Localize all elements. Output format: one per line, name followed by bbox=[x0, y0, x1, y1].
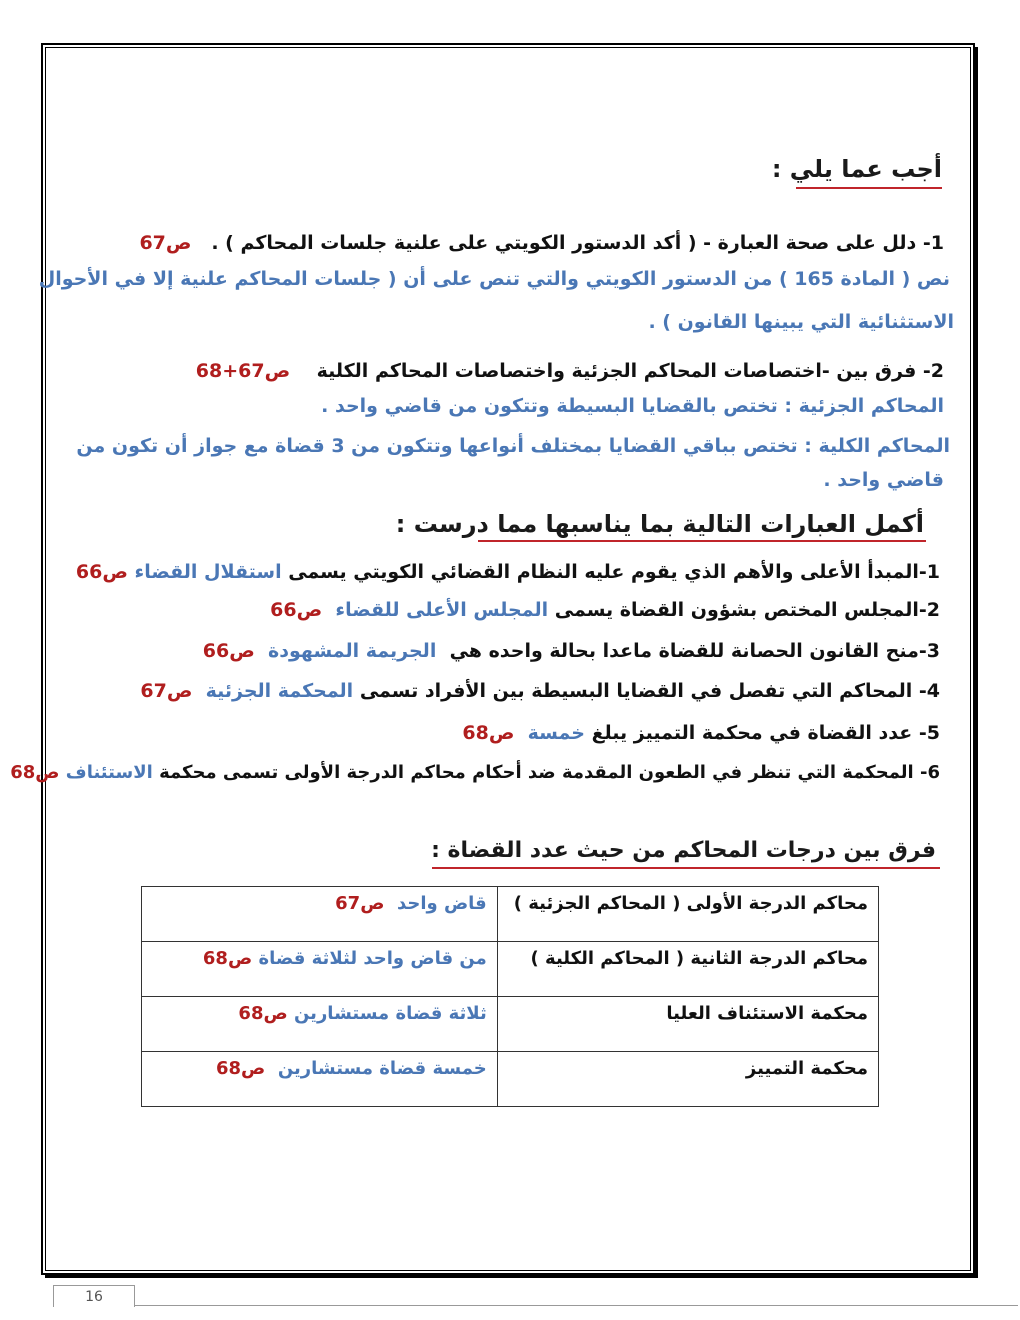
q2-answer-total-line1: المحاكم الكلية : تختص بباقي القضايا بمختلف أنواعها وتتكون من 3 قضاة مع جواز أن تكون من bbox=[76, 435, 950, 457]
q1-answer-line1: نص ( المادة 165 ) من الدستور الكويتي والتي تنص على أن ( جلسات المحاكم علنية إلا في الأحوال bbox=[38, 268, 950, 290]
q1-prompt: 1- دلل على صحة العبارة - ( أكد الدستور الكويتي على علنية جلسات المحاكم ) . bbox=[211, 232, 944, 254]
fill-item-2-text: 2-المجلس المختص بشؤون القضاة يسمى bbox=[554, 599, 940, 621]
section1-title: أجب عما يلي : bbox=[771, 155, 942, 183]
q1-line bbox=[139, 232, 944, 254]
section2-title-underline bbox=[478, 540, 926, 542]
court-cell: محاكم الدرجة الثانية ( المحاكم الكلية ) bbox=[497, 942, 878, 997]
fill-item-4-text: 4- المحاكم التي تفصل في القضايا البسيطة بين الأفراد تسمى bbox=[359, 680, 940, 702]
fill-item-5 bbox=[462, 722, 940, 744]
fill-item-3-answer: الجريمة المشهودة bbox=[268, 640, 437, 662]
fill-item-6-text: 6- المحكمة التي تنظر في الطعون المقدمة ضد أحكام محاكم الدرجة الأولى تسمى محكمة bbox=[159, 762, 940, 783]
footer-rule bbox=[135, 1305, 1018, 1306]
fill-item-3 bbox=[203, 640, 940, 662]
q2-line bbox=[196, 360, 944, 382]
fill-item-3-text: 3-منح القانون الحصانة للقضاة ماعدا بحالة واحده هي bbox=[449, 640, 940, 662]
judges-count: ثلاثة قضاة مستشارين bbox=[293, 1003, 487, 1024]
fill-item-1-answer: استقلال القضاء bbox=[134, 561, 282, 583]
fill-item-6-answer: الاستئناف bbox=[65, 762, 153, 783]
judges-cell bbox=[142, 1052, 498, 1107]
judges-cell bbox=[142, 942, 498, 997]
fill-item-1 bbox=[76, 561, 940, 583]
judges-ref: ص67 bbox=[335, 893, 385, 914]
page-border-shadow-right bbox=[975, 47, 978, 1278]
fill-item-5-text: 5- عدد القضاة في محكمة التمييز يبلغ bbox=[591, 722, 940, 744]
judges-cell bbox=[142, 997, 498, 1052]
table-row bbox=[142, 997, 879, 1052]
table-row bbox=[142, 942, 879, 997]
judges-cell bbox=[142, 887, 498, 942]
fill-item-4-answer: المحكمة الجزئية bbox=[205, 680, 354, 702]
court-cell: محاكم الدرجة الأولى ( المحاكم الجزئية ) bbox=[497, 887, 878, 942]
q1-ref: ص67 bbox=[139, 232, 192, 254]
fill-item-1-ref: ص66 bbox=[75, 561, 128, 583]
fill-item-3-ref: ص66 bbox=[202, 640, 255, 662]
court-cell: محكمة التمييز bbox=[497, 1052, 878, 1107]
judges-count: من قاض واحد لثلاثة قضاة bbox=[258, 948, 487, 969]
table-row bbox=[142, 887, 879, 942]
fill-item-5-answer: خمسة bbox=[527, 722, 585, 744]
fill-item-2 bbox=[270, 599, 940, 621]
fill-item-6 bbox=[10, 762, 940, 783]
section3-title: فرق بين درجات المحاكم من حيث عدد القضاة : bbox=[431, 838, 936, 863]
section1-title-underline bbox=[796, 187, 942, 189]
fill-item-6-ref: ص68 bbox=[10, 762, 60, 783]
fill-item-1-text: 1-المبدأ الأعلى والأهم الذي يقوم عليه النظام القضائي الكويتي يسمى bbox=[288, 561, 940, 583]
q2-ref: ص67+68 bbox=[195, 360, 291, 382]
page-number: 16 bbox=[53, 1285, 135, 1307]
page-border-shadow-bottom bbox=[45, 1275, 978, 1278]
fill-item-4-ref: ص67 bbox=[140, 680, 193, 702]
judges-ref: ص68 bbox=[215, 1058, 266, 1079]
q2-answer-total-line2: قاضي واحد . bbox=[823, 469, 944, 491]
q2-answer-partial: المحاكم الجزئية : تختص بالقضايا البسيطة وتتكون من قاضي واحد . bbox=[321, 395, 944, 417]
court-cell: محكمة الاستئناف العليا bbox=[497, 997, 878, 1052]
table-row bbox=[142, 1052, 879, 1107]
judges-count: قاض واحد bbox=[396, 893, 487, 914]
judges-count: خمسة قضاة مستشارين bbox=[277, 1058, 487, 1079]
fill-item-5-ref: ص68 bbox=[462, 722, 515, 744]
section3-title-underline bbox=[432, 867, 940, 869]
court-grades-table bbox=[141, 886, 879, 1107]
q2-prompt: 2- فرق بين -اختصاصات المحاكم الجزئية واختصاصات المحاكم الكلية bbox=[316, 360, 944, 382]
fill-item-4 bbox=[140, 680, 940, 702]
fill-item-2-ref: ص66 bbox=[270, 599, 323, 621]
fill-item-2-answer: المجلس الأعلى للقضاء bbox=[335, 599, 549, 621]
judges-ref: ص68 bbox=[238, 1003, 288, 1024]
judges-ref: ص68 bbox=[202, 948, 253, 969]
q1-answer-line2: الاستثنائية التي يبينها القانون ) . bbox=[648, 311, 954, 333]
section2-title: أكمل العبارات التالية بما يناسبها مما درست : bbox=[395, 510, 924, 538]
